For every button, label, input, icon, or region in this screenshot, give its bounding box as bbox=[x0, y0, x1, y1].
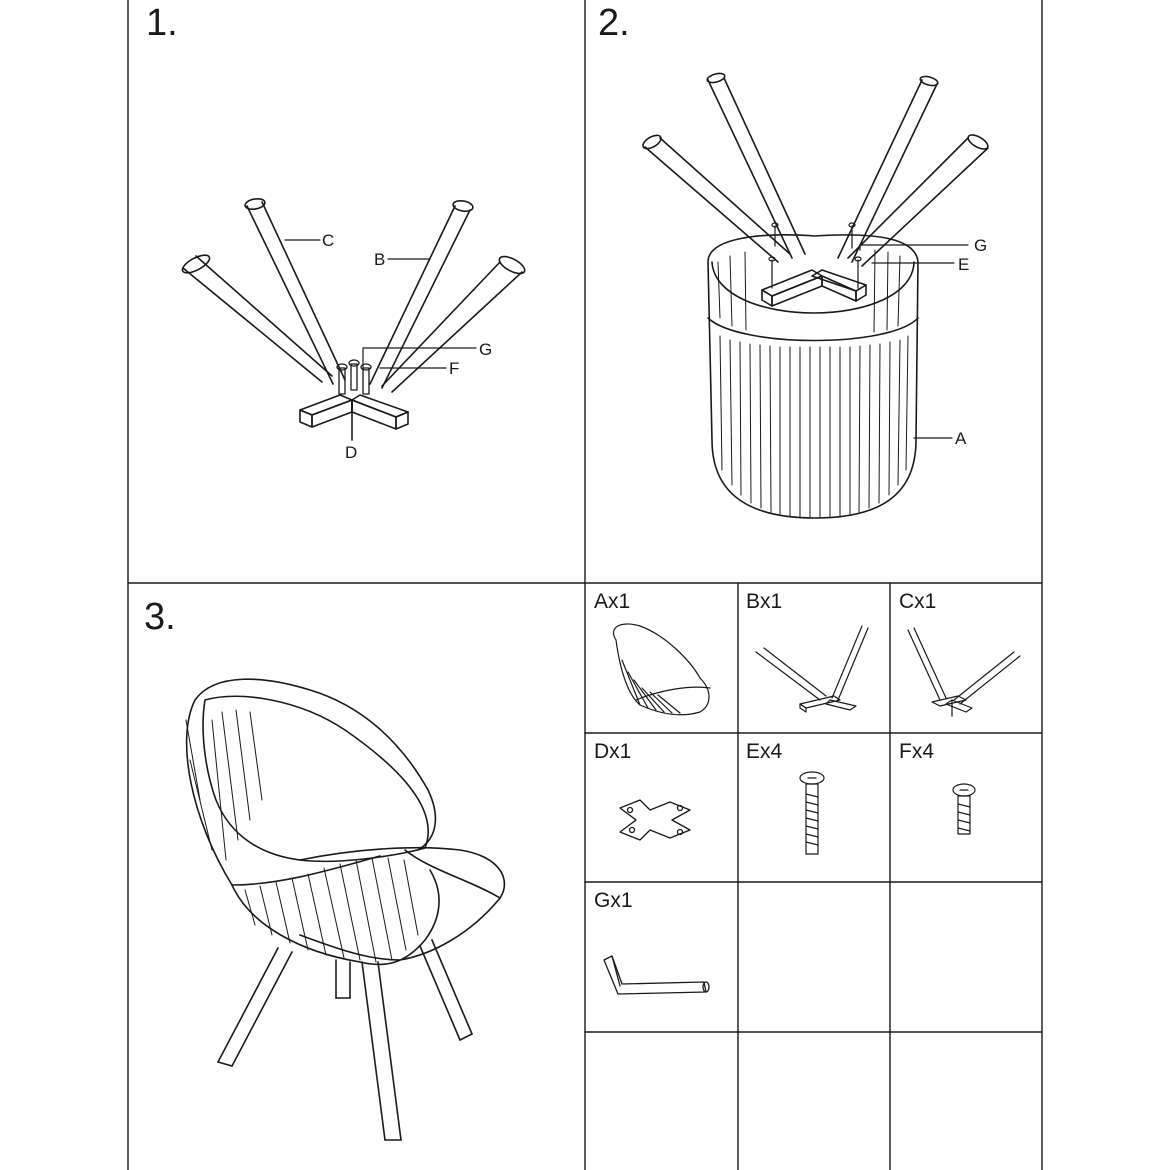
cross-base-step2 bbox=[762, 270, 866, 306]
cross-base-d bbox=[300, 395, 408, 440]
label-b: B bbox=[374, 250, 386, 269]
label-d: D bbox=[345, 443, 358, 462]
leg-c bbox=[244, 197, 345, 384]
step-2-number: 2. bbox=[598, 2, 630, 44]
label-g: G bbox=[479, 340, 493, 359]
part-d-label: Dx1 bbox=[594, 740, 632, 763]
label-c: C bbox=[322, 231, 335, 250]
grid-lines bbox=[128, 0, 1042, 1170]
part-e-label: Ex4 bbox=[746, 740, 783, 763]
label-g2: G bbox=[974, 236, 988, 255]
part-c-label: Cx1 bbox=[899, 590, 937, 613]
legs-step2 bbox=[641, 72, 990, 266]
chair-legs bbox=[218, 940, 472, 1140]
label-f: F bbox=[449, 359, 460, 378]
leg-far-left bbox=[180, 252, 332, 382]
step-3-illustration bbox=[186, 679, 504, 1140]
bolts-step1 bbox=[337, 360, 371, 394]
part-g-thumbnail bbox=[604, 956, 709, 994]
step-2-illustration bbox=[641, 72, 990, 518]
chair-stripes bbox=[186, 710, 418, 962]
part-g-label: Gx1 bbox=[594, 889, 633, 912]
part-d-thumbnail bbox=[620, 800, 690, 840]
part-e-thumbnail bbox=[800, 772, 824, 854]
step-1-illustration bbox=[180, 197, 527, 440]
part-c-thumbnail bbox=[908, 628, 1020, 716]
part-a-thumbnail bbox=[613, 624, 710, 715]
part-b-thumbnail bbox=[756, 626, 868, 712]
step-1-number: 1. bbox=[146, 2, 178, 44]
leaders-step2 bbox=[860, 245, 968, 438]
part-f-thumbnail bbox=[953, 784, 975, 834]
part-a-label: Ax1 bbox=[594, 590, 631, 613]
part-b-label: Bx1 bbox=[746, 590, 783, 613]
label-e2: E bbox=[958, 255, 970, 274]
part-f-label: Fx4 bbox=[899, 740, 935, 763]
step-3-number: 3. bbox=[144, 596, 176, 638]
label-a2: A bbox=[955, 429, 967, 448]
